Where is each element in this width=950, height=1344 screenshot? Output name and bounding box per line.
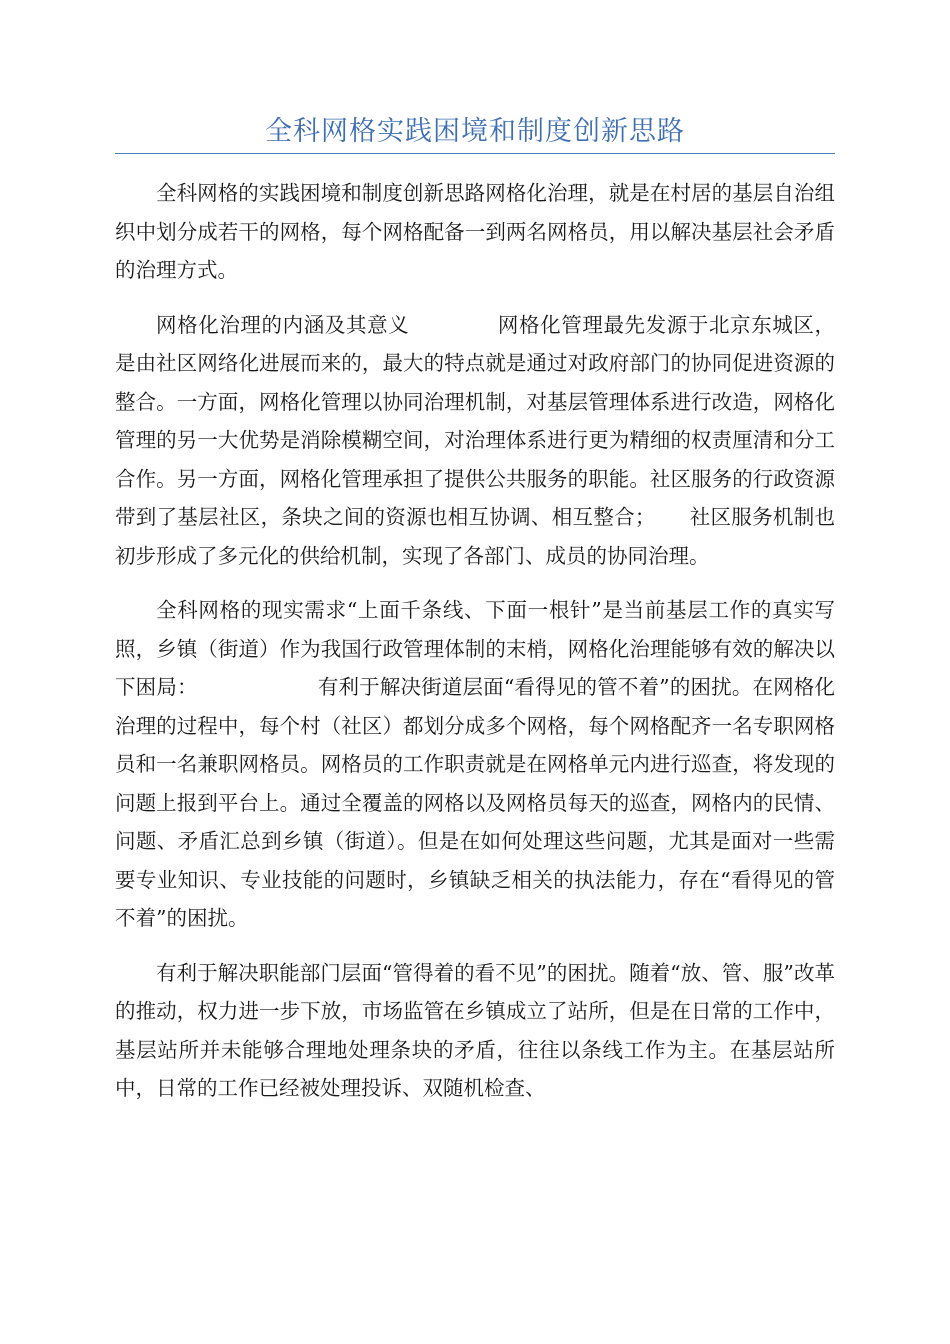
paragraph-text: 网格化管理最先发源于北京东城区，是由社区网络化进展而来的，最大的特点就是通过对政府部门的协同促进资源的整合。一方面，网格化管理以协同治理机制，对基层管理体系进行改造，网格化管理的另一大优势是消除模糊空间，对治理体系进行更为精细的权责厘清和分工合作。另一方面，网格化管理承担了提供公共服务的职能。社区服务的行政资源带到了基层社区，条块之间的资源也相互协调、相互整合； <box>115 312 836 529</box>
paragraph-text-continued: 社区服务机制也初步形成了多元化的供给机制，实现了各部门、成员的协同治理。 <box>115 505 835 568</box>
paragraph-text-continued: 有利于解决街道层面“看得见的管不着”的困扰。在网格化治理的过程中，每个村（社区）都划分成多个网格，每个网格配齐一名专职网格员和一名兼职网格员。网格员的工作职责就是在网格单元内进行巡查，将发现的问题上报到平台上。通过全覆盖的网格以及网格员每天的巡查，网格内的民情、问题、矛盾汇总到乡镇（街道）。但是在如何处理这些问题，尤其是面对一些需要专业知识、专业技能的问题时，乡镇缺乏相关的执法能力，存在“看得见的管不着”的困扰。 <box>115 675 835 930</box>
paragraph-text: 全科网格的实践困境和制度创新思路网格化治理，就是在村居的基层自治组织中划分成若干的网格，每个网格配备一到两名网格员，用以解决基层社会矛盾的治理方式。 <box>115 181 835 282</box>
paragraph-needs <box>115 591 835 938</box>
document-body <box>115 174 835 1124</box>
paragraph-meaning <box>115 306 835 576</box>
paragraph-departments <box>115 954 835 1108</box>
document-title: 全科网格实践困境和制度创新思路 <box>265 116 685 147</box>
paragraph-text: 全科网格的现实需求“上面千条线、下面一根针”是当前基层工作的真实写照，乡镇（街道）作为我国行政管理体制的末梢，网格化治理能够有效的解决以下困局： <box>115 598 835 699</box>
section-heading: 网格化治理的内涵及其意义 <box>156 312 410 337</box>
paragraph-text: 有利于解决职能部门层面“管得着的看不见”的困扰。随着“放、管、服”改革的推动，权力进一步下放，市场监管在乡镇成立了站所，但是在日常的工作中，基层站所并未能够合理地处理条块的矛盾，往往以条线工作为主。在基层站所中，日常的工作已经被处理投诉、双随机检查、 <box>115 960 835 1100</box>
paragraph-intro <box>115 174 835 290</box>
title-underline <box>115 153 835 154</box>
